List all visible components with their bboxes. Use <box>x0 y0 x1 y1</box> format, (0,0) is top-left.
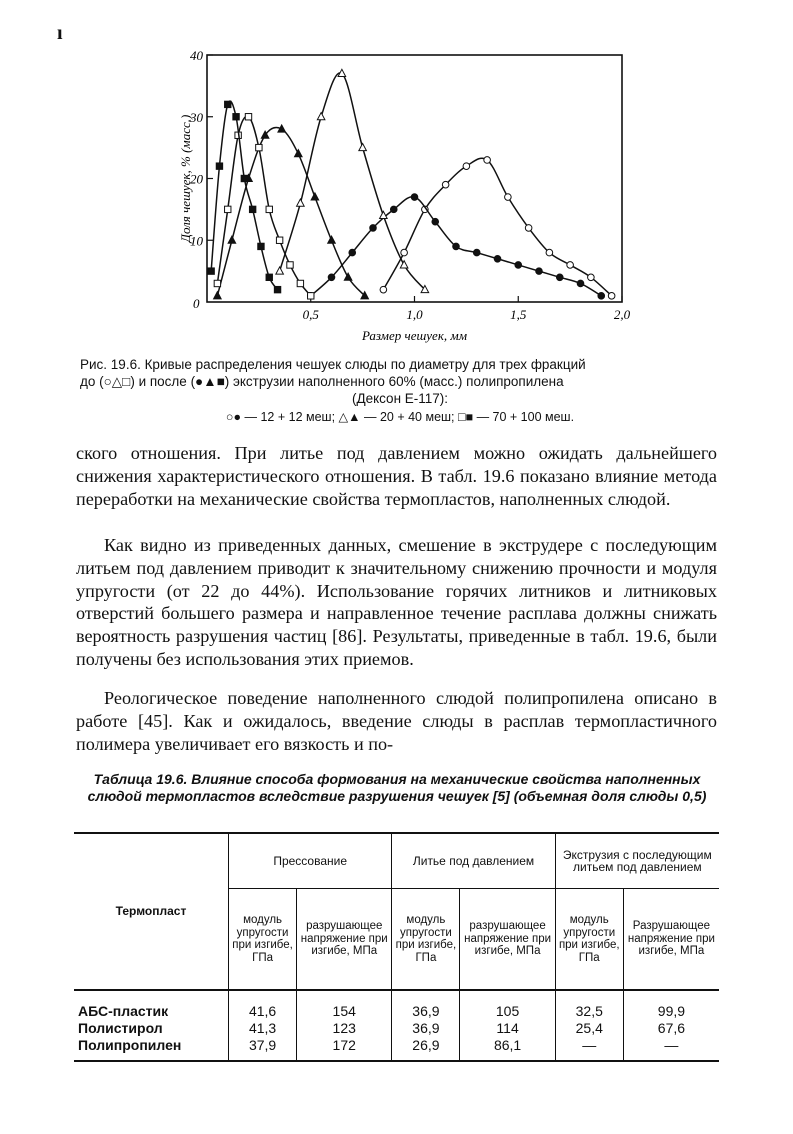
y-tick-label: 10 <box>190 233 203 249</box>
cell: 26,9 <box>392 1037 460 1061</box>
data-point-square <box>274 286 280 292</box>
data-point-circle <box>505 194 512 201</box>
cell: — <box>623 1037 719 1061</box>
data-point-square <box>241 175 247 181</box>
data-point-triangle <box>400 261 408 268</box>
paragraph-2: Как видно из приведенных данных, смешение в экструдере с последующим литьем под давлением приводит к значительному снижению прочности и модуля упругости (от 22 до 44%). Использование горячих литников и литниковых отверстий большего размера и направленное течение расплава должны снижать вероятность разрушения частиц [86]. Результаты, приведенные в табл. 19.6, были получены без использования этих приемов. <box>76 535 717 669</box>
cell: 123 <box>297 1020 392 1037</box>
col-header-thermoplastic: Термопласт <box>74 833 229 990</box>
group-header-injection: Литье под давлением <box>392 833 555 889</box>
subheader: модуль упругости при изгибе, ГПа <box>555 889 623 991</box>
data-point-circle <box>577 280 584 287</box>
subheader: модуль упругости при изгибе, ГПа <box>229 889 297 991</box>
cell: 36,9 <box>392 990 460 1020</box>
row-name: Полистирол <box>78 1020 163 1036</box>
data-point-circle <box>442 181 449 188</box>
data-point-square <box>208 268 214 274</box>
y-tick-label: 30 <box>190 109 203 125</box>
data-point-square <box>308 293 314 299</box>
data-point-square <box>245 114 251 120</box>
x-tick-label: 1,0 <box>406 307 423 322</box>
caption-line-1: Рис. 19.6. Кривые распределения чешуек слюды по диаметру для трех фракций <box>80 357 586 372</box>
subheader: Разрушающее напряжение при изгибе, МПа <box>623 889 719 991</box>
table-row <box>74 1037 719 1061</box>
series-line <box>383 158 611 296</box>
cell: 99,9 <box>623 990 719 1020</box>
properties-table <box>74 832 719 1062</box>
figure-caption <box>80 356 720 426</box>
cell: 25,4 <box>555 1020 623 1037</box>
origin-label: 0 <box>193 296 200 311</box>
data-point-square <box>266 274 272 280</box>
data-point-square <box>214 280 220 286</box>
cell: 154 <box>297 990 392 1020</box>
data-point-triangle <box>328 236 336 243</box>
data-point-circle <box>380 286 387 293</box>
cell: — <box>555 1037 623 1061</box>
data-point-triangle <box>297 199 305 206</box>
data-point-square <box>256 144 262 150</box>
data-point-triangle <box>214 292 222 299</box>
data-point-circle <box>349 249 356 256</box>
data-point-square <box>233 114 239 120</box>
data-point-triangle <box>359 143 367 150</box>
data-point-triangle <box>228 236 236 243</box>
data-point-triangle <box>295 150 303 157</box>
data-point-circle <box>473 249 480 256</box>
data-point-circle <box>494 255 501 262</box>
data-point-circle <box>546 249 553 256</box>
size-distribution-chart <box>180 40 650 345</box>
data-point-square <box>276 237 282 243</box>
cell: 36,9 <box>392 1020 460 1037</box>
paragraph-3: Реологическое поведение наполненного слюдой полипропилена описано в работе [45]. Как и ожидалось, введение слюды в расплав термопластичного полимера увеличивает его вязкость и по- <box>76 688 717 754</box>
series-line <box>280 73 425 290</box>
data-point-square <box>225 206 231 212</box>
cell: 37,9 <box>229 1037 297 1061</box>
data-point-circle <box>453 243 460 250</box>
data-point-circle <box>608 293 615 300</box>
subheader: модуль упругости при изгибе, ГПа <box>392 889 460 991</box>
data-point-triangle <box>311 193 319 200</box>
data-point-square <box>249 206 255 212</box>
cell: 32,5 <box>555 990 623 1020</box>
x-tick-label: 2,0 <box>613 307 631 322</box>
series-line <box>217 127 364 295</box>
cell: 105 <box>460 990 555 1020</box>
data-point-circle <box>328 274 335 281</box>
data-point-triangle <box>276 267 284 274</box>
paragraph-1: ского отношения. При литье под давлением можно ожидать дальнейшего снижения характеристического отношения. В табл. 19.6 показано влияние метода переработки на механические свойства термопластов, наполненных слюдой. <box>76 443 717 509</box>
table-row <box>74 1020 719 1037</box>
data-point-circle <box>515 262 522 269</box>
table-title: Таблица 19.6. Влияние способа формования на механические свойства наполненных слюдой термопластов вследствие разрушения чешуек [5] (объемная доля слюды 0,5) <box>87 771 707 804</box>
cell: 86,1 <box>460 1037 555 1061</box>
cell: 114 <box>460 1020 555 1037</box>
data-point-circle <box>370 225 377 232</box>
caption-line-2: до (○△□) и после (●▲■) экструзии наполненного 60% (масс.) полипропилена <box>80 374 564 389</box>
caption-line-3: (Дексон Е-117): <box>351 391 449 406</box>
data-point-circle <box>463 163 470 170</box>
data-point-circle <box>390 206 397 213</box>
data-point-circle <box>432 218 439 225</box>
data-point-square <box>225 101 231 107</box>
group-header-pressing: Прессование <box>229 833 392 889</box>
plot-frame <box>207 55 622 302</box>
data-point-square <box>258 243 264 249</box>
data-point-circle <box>484 157 491 164</box>
x-tick-label: 1,5 <box>510 307 527 322</box>
cell: 41,3 <box>229 1020 297 1037</box>
data-point-circle <box>411 194 418 201</box>
data-point-circle <box>536 268 543 275</box>
y-tick-label: 40 <box>190 48 203 63</box>
data-point-triangle <box>317 113 325 120</box>
data-point-circle <box>401 249 408 256</box>
group-header-extrusion: Экструзия с последующим литьем под давлением <box>555 833 719 889</box>
x-tick-label: 0,5 <box>302 307 319 322</box>
table-row <box>74 990 719 1020</box>
subheader: разрушающее напряжение при изгибе, МПа <box>460 889 555 991</box>
cell: 172 <box>297 1037 392 1061</box>
row-name: АБС-пластик <box>78 1003 169 1019</box>
x-axis-label: Размер чешуек, мм <box>361 328 468 343</box>
data-point-circle <box>567 262 574 269</box>
data-point-square <box>287 262 293 268</box>
data-point-square <box>266 206 272 212</box>
data-point-square <box>216 163 222 169</box>
data-point-circle <box>588 274 595 281</box>
cell: 41,6 <box>229 990 297 1020</box>
row-name: Полипропилен <box>74 1037 229 1061</box>
data-point-triangle <box>344 273 352 280</box>
y-axis-label: Доля чешуек, % (масс.) <box>178 114 193 243</box>
data-point-circle <box>525 225 532 232</box>
data-point-square <box>297 280 303 286</box>
data-point-circle <box>556 274 563 281</box>
caption-legend: ○● — 12 + 12 меш; △▲ — 20 + 40 меш; □■ — 70 + 100 меш. <box>225 410 575 424</box>
y-tick-label: 20 <box>190 171 203 187</box>
subheader: разрушающее напряжение при изгибе, МПа <box>297 889 392 991</box>
data-point-circle <box>598 293 605 300</box>
cell: 67,6 <box>623 1020 719 1037</box>
page-mark: ı <box>57 22 63 44</box>
